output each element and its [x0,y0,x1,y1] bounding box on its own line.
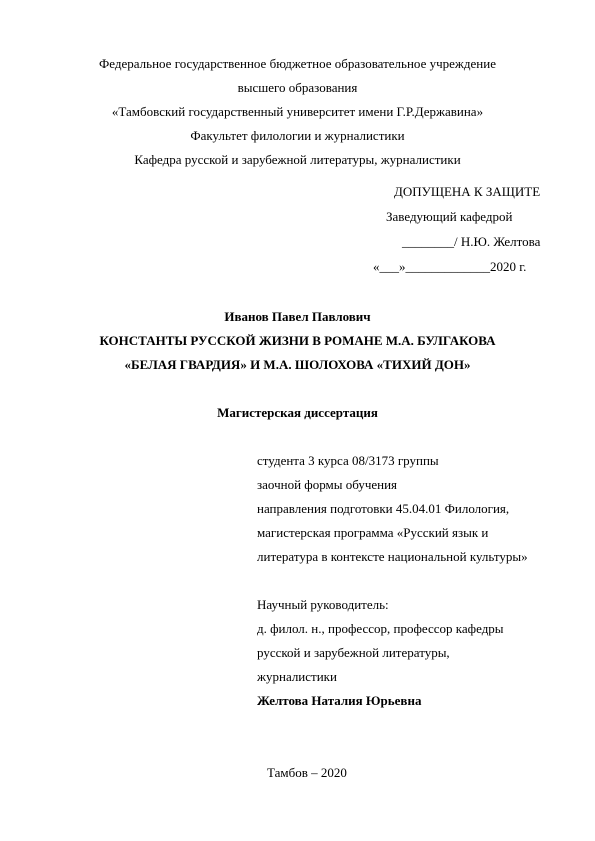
author-name: Иванов Павел Павлович [224,309,371,324]
city-year: Тамбов – 2020 [267,765,347,780]
work-type: Магистерская диссертация [217,405,378,420]
institution-line-2: высшего образования [237,80,358,95]
approval-signature: ________/ Н.Ю. Желтова [402,234,541,249]
student-info-line-1: студента 3 курса 08/3173 группы [257,453,439,468]
institution-line-1: Федеральное государственное бюджетное образовательное учреждение [99,56,496,71]
student-info-line-5: литература в контексте национальной культуры» [257,549,528,564]
student-info-line-3: направления подготовки 45.04.01 Филология, [257,501,510,516]
approval-position: Заведующий кафедрой [386,209,513,224]
supervisor-title-line-1: д. филол. н., профессор, профессор кафедры [257,621,504,636]
thesis-title-line-2: «БЕЛАЯ ГВАРДИЯ» И М.А. ШОЛОХОВА «ТИХИЙ ДОН» [124,357,471,372]
department-name: Кафедра русской и зарубежной литературы, журналистики [134,152,461,167]
supervisor-label: Научный руководитель: [257,597,389,612]
student-info-line-2: заочной формы обучения [257,477,398,492]
approval-title: ДОПУЩЕНА К ЗАЩИТЕ [394,184,541,199]
faculty-name: Факультет филологии и журналистики [190,128,405,143]
student-info-line-4: магистерская программа «Русский язык и [257,525,489,540]
supervisor-title-line-2: русской и зарубежной литературы, [257,645,450,660]
approval-date: «___»_____________2020 г. [373,259,527,274]
university-name: «Тамбовский государственный университет имени Г.Р.Державина» [111,104,484,119]
thesis-title-line-1: КОНСТАНТЫ РУССКОЙ ЖИЗНИ В РОМАНЕ М.А. БУЛГАКОВА [99,333,496,348]
supervisor-name: Желтова Наталия Юрьевна [257,693,422,708]
supervisor-title-line-3: журналистики [257,669,337,684]
